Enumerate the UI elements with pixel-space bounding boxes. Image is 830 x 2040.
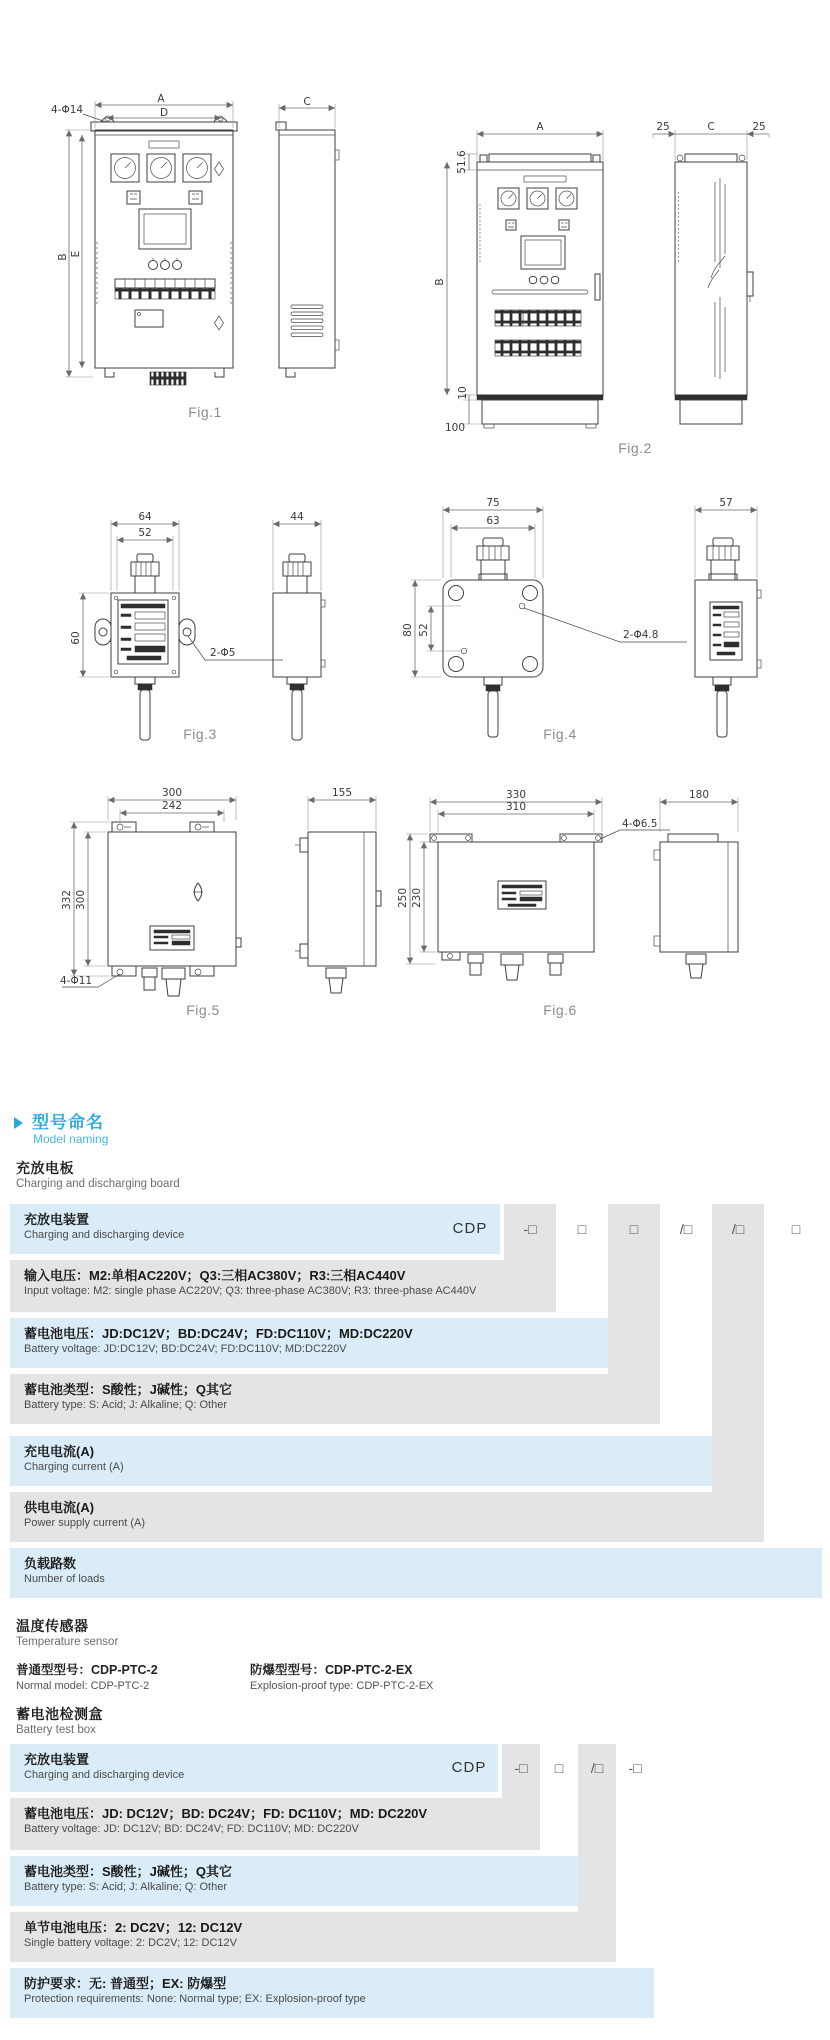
code-cell: /□ — [590, 1760, 604, 1776]
fig6-dim-330: 330 — [505, 789, 527, 801]
fig3-drawing — [55, 490, 400, 745]
fig2-dim-c: C — [707, 121, 715, 133]
fig4-dim-80: 80 — [402, 623, 414, 637]
naming-row-en: Charging current (A) — [24, 1461, 124, 1473]
fig2-dimensions — [434, 121, 769, 434]
naming-row-zh: 蓄电池电压：JD:DC12V；BD:DC24V；FD:DC110V；MD:DC220V — [24, 1326, 413, 1341]
fig3-dimensions — [70, 511, 321, 677]
fig1-dimensions — [51, 93, 335, 377]
section-title-en: Model naming — [33, 1132, 109, 1146]
naming-row-en: Protection requirements: None: Normal type; EX: Explosion-proof type — [24, 1993, 366, 2005]
fig2-dim-516: 51.6 — [456, 150, 468, 174]
naming-row-battery-type — [10, 1374, 660, 1424]
fig6-hole-callout: 4-Φ6.5 — [622, 818, 658, 830]
fig2-dim-a: A — [536, 121, 544, 133]
fig4-dimensions — [402, 497, 757, 677]
naming-row-charging-current — [10, 1436, 712, 1486]
sensor-explosion-model-zh: 防爆型型号：CDP-PTC-2-EX — [250, 1663, 413, 1677]
fig5-drawing — [50, 786, 400, 1031]
naming-row-zh: 蓄电池类型：S酸性；J碱性；Q其它 — [24, 1864, 233, 1879]
naming-row-en: Single battery voltage: 2: DC2V; 12: DC12V — [24, 1937, 237, 1949]
naming-row-zh: 蓄电池类型：S酸性；J碱性；Q其它 — [24, 1382, 233, 1397]
fig2-side-view — [675, 154, 753, 424]
naming-row-single-battery-voltage — [10, 1912, 616, 1962]
fig2-dim-10: 10 — [457, 386, 469, 400]
naming-row-battery-voltage — [10, 1318, 608, 1368]
fig5-front-view — [108, 822, 241, 996]
fig3-front-view — [95, 554, 195, 740]
naming-row-protection — [10, 1968, 654, 2018]
fig5-dim-300t: 300 — [161, 787, 183, 799]
fig3-hole-callout: 2-Φ5 — [210, 647, 236, 659]
naming-row-en: Battery voltage: JD: DC12V; BD: DC24V; FD: DC110V; MD: DC220V — [24, 1823, 359, 1835]
fig5-dim-332: 332 — [61, 889, 73, 911]
fig4-dim-63: 63 — [486, 515, 500, 527]
fig3-dim-64: 64 — [138, 511, 152, 523]
fig5-side-view — [295, 832, 381, 993]
naming-row-zh: 负载路数 — [24, 1556, 77, 1571]
fig2-drawing — [385, 112, 800, 462]
fig5-hole-callout: 4-Φ11 — [60, 975, 93, 987]
fig4-dim-52: 52 — [418, 623, 430, 637]
fig5-dim-300l: 300 — [75, 889, 87, 911]
section-bullet-icon — [14, 1117, 23, 1129]
fig4-drawing — [385, 490, 790, 745]
fig6-dimensions — [397, 789, 738, 964]
code-cell: /□ — [731, 1221, 745, 1237]
fig3-dim-44: 44 — [290, 511, 304, 523]
fig4-caption: Fig.4 — [543, 726, 577, 742]
naming-row-number-of-loads — [10, 1548, 822, 1598]
fig6-dim-310: 310 — [505, 801, 527, 813]
fig1-drawing — [50, 92, 350, 427]
fig1-side-view — [276, 122, 339, 377]
board-heading-en: Charging and discharging board — [16, 1178, 180, 1190]
fig1-dim-b: B — [57, 253, 69, 261]
fig2-dim-b: B — [434, 278, 446, 286]
naming-row-zh: 充电电流(A) — [24, 1444, 95, 1459]
code-prefix: CDP — [452, 1220, 488, 1237]
naming-row-battery-type — [10, 1856, 578, 1906]
fig3-caption: Fig.3 — [183, 726, 217, 742]
fig2-dim-100: 100 — [445, 422, 466, 434]
fig5-dimensions — [60, 787, 376, 987]
fig4-hole-callout: 2-Φ4.8 — [623, 629, 659, 641]
naming-row-zh: 充放电装置 — [24, 1752, 90, 1767]
section-title-zh: 型号命名 — [32, 1113, 104, 1132]
code-cell: □ — [577, 1221, 587, 1237]
board-heading-zh: 充放电板 — [16, 1160, 74, 1176]
code-cell: □ — [629, 1221, 639, 1237]
fig1-dim-d: D — [159, 107, 169, 119]
fig4-dim-57: 57 — [719, 497, 733, 509]
fig6-dim-230: 230 — [411, 887, 423, 909]
fig5-dim-242: 242 — [161, 800, 183, 812]
sensor-normal-model-en: Normal model: CDP-PTC-2 — [16, 1680, 150, 1692]
code-cell: -□ — [514, 1760, 528, 1776]
naming-row-zh: 供电电流(A) — [24, 1500, 95, 1515]
fig2-dim-25r: 25 — [752, 121, 766, 133]
fig2-caption: Fig.2 — [618, 440, 652, 456]
fig2-front-view — [477, 154, 603, 428]
naming-row-en: Input voltage: M2: single phase AC220V; Q3: three-phase AC380V; R3: three-phase AC440V — [24, 1285, 477, 1297]
code-cell: -□ — [628, 1760, 642, 1776]
fig3-dim-52: 52 — [138, 527, 152, 539]
fig4-front-view — [443, 538, 543, 737]
naming-row-zh: 蓄电池电压：JD: DC12V；BD: DC24V；FD: DC110V；MD: DC220V — [24, 1806, 428, 1821]
fig1-caption: Fig.1 — [188, 404, 222, 420]
fig1-dim-c: C — [303, 96, 311, 108]
sensor-normal-model-zh: 普通型型号：CDP-PTC-2 — [16, 1663, 158, 1677]
code-cell: -□ — [523, 1221, 537, 1237]
code-cell: /□ — [679, 1221, 693, 1237]
fig5-dim-155: 155 — [331, 787, 353, 799]
naming-row-supply-current — [10, 1492, 764, 1542]
code-prefix: CDP — [451, 1759, 487, 1776]
naming-row-zh: 充放电装置 — [24, 1212, 90, 1227]
fig6-dim-250: 250 — [397, 887, 409, 909]
testbox-heading-en: Battery test box — [16, 1724, 96, 1736]
fig6-front-view — [430, 834, 602, 980]
fig1-dim-e: E — [70, 250, 82, 258]
code-cell: □ — [791, 1221, 801, 1237]
naming-row-en: Charging and discharging device — [24, 1769, 185, 1781]
code-cell: □ — [554, 1760, 564, 1776]
fig4-dim-75: 75 — [486, 497, 500, 509]
naming-row-en: Number of loads — [24, 1573, 105, 1585]
fig3-dim-60: 60 — [70, 631, 82, 645]
testbox-heading-zh: 蓄电池检测盒 — [16, 1706, 103, 1722]
fig2-dim-25l: 25 — [656, 121, 670, 133]
naming-row-zh: 防护要求：无: 普通型；EX: 防爆型 — [24, 1976, 227, 1991]
fig3-side-view — [273, 554, 325, 740]
sensor-heading-en: Temperature sensor — [16, 1636, 119, 1648]
fig5-caption: Fig.5 — [186, 1002, 220, 1018]
naming-row-en: Power supply current (A) — [24, 1517, 146, 1529]
naming-row-zh: 单节电池电压：2: DC2V；12: DC12V — [24, 1920, 243, 1935]
naming-row-en: Battery voltage: JD:DC12V; BD:DC24V; FD:DC110V; MD:DC220V — [24, 1343, 347, 1355]
naming-row-device — [10, 1204, 500, 1254]
naming-row-battery-voltage — [10, 1798, 540, 1850]
naming-row-en: Charging and discharging device — [24, 1229, 185, 1241]
fig6-side-view — [654, 834, 738, 978]
naming-row-en: Battery type: S: Acid; J: Alkaline; Q: Other — [24, 1399, 227, 1411]
fig1-dim-a: A — [157, 93, 165, 105]
naming-row-en: Battery type: S: Acid; J: Alkaline; Q: Other — [24, 1881, 227, 1893]
fig4-side-view — [695, 538, 761, 737]
fig1-front-view — [91, 116, 237, 385]
fig6-caption: Fig.6 — [543, 1002, 577, 1018]
fig6-drawing — [398, 786, 800, 1031]
naming-row-input-voltage — [10, 1260, 556, 1312]
naming-row-zh: 输入电压：M2:单相AC220V；Q3:三相AC380V；R3:三相AC440V — [24, 1268, 406, 1283]
naming-row-device — [10, 1744, 498, 1792]
fig1-hole-callout: 4-Φ14 — [51, 104, 84, 116]
fig6-dim-180: 180 — [688, 789, 710, 801]
sensor-explosion-model-en: Explosion-proof type: CDP-PTC-2-EX — [250, 1680, 434, 1692]
sensor-heading-zh: 温度传感器 — [16, 1618, 89, 1634]
